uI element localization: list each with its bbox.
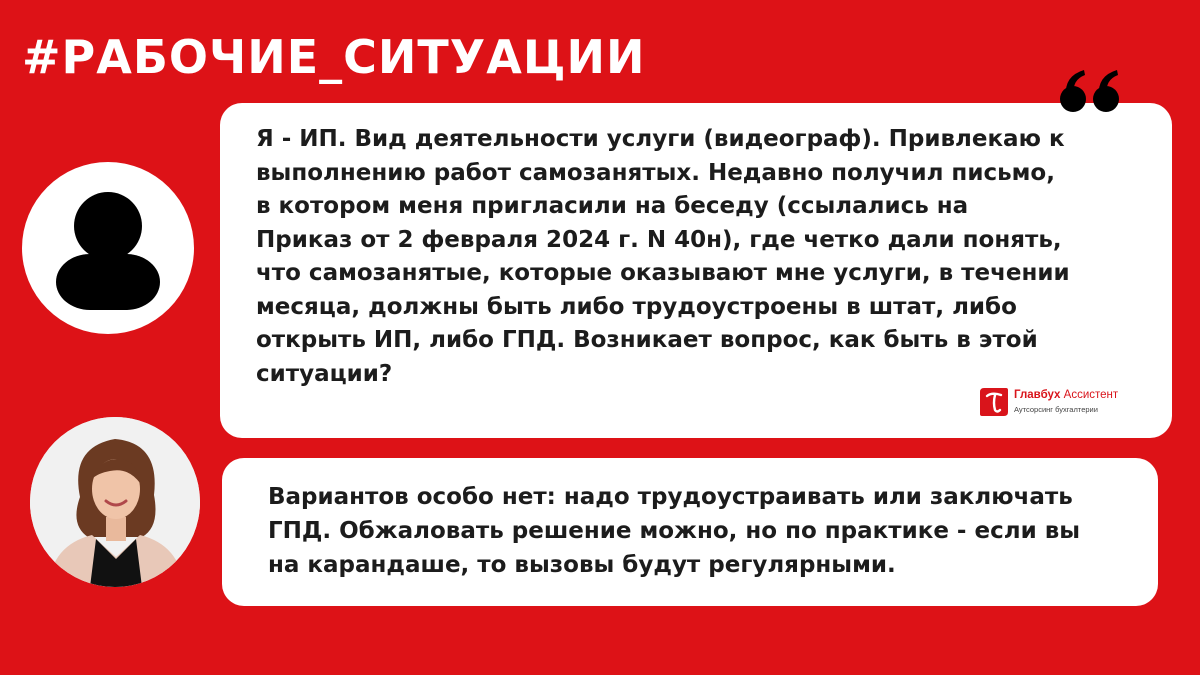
answer-text: Вариантов особо нет: надо трудоустраивать или заключать ГПД. Обжаловать решение можно, но по практике - если вы на карандаше, то вызовы будут регулярными. — [268, 484, 1081, 578]
page-title: #РАБОЧИЕ_СИТУАЦИИ — [22, 30, 646, 84]
brand-logo — [978, 386, 1148, 420]
question-bubble — [220, 103, 1172, 438]
brand-subtitle: Аутсорсинг бухгалтерии — [1014, 405, 1098, 414]
brand-name: Главбух Ассистент — [1014, 389, 1119, 401]
expert-avatar — [30, 417, 200, 587]
brand-logo-icon — [978, 386, 1010, 418]
question-text: Я - ИП. Вид деятельности услуги (видеограф). Привлекаю к выполнению работ самозанятых. Недавно получил письмо, в котором меня пригласили на беседу (ссылались на Приказ от 2 февраля 2024 г. N 40н), где четко дали понять, что самозанятые, которые оказывают мне услуги, в течении месяца, должны быть либо трудоустроены в штат, либо открыть ИП, либо ГПД. Возникает вопрос, как быть в этой ситуации? — [256, 126, 1070, 387]
user-silhouette-icon — [22, 162, 194, 334]
user-avatar — [22, 162, 194, 334]
expert-photo — [30, 417, 200, 587]
quotation-marks-icon — [1058, 66, 1124, 116]
answer-bubble — [222, 458, 1158, 606]
